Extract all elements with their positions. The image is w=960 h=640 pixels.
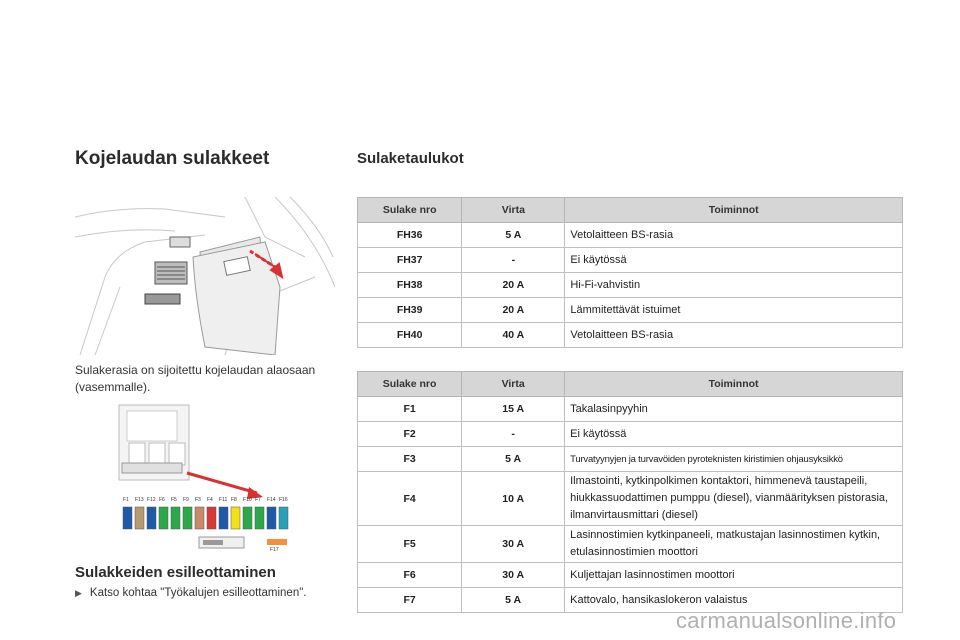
table-row: [358, 447, 903, 472]
col-header-current: Virta: [462, 198, 565, 223]
current-cell: 5 A: [462, 447, 565, 472]
fuse-table-f: [357, 371, 903, 613]
tables-heading: Sulaketaulukot: [357, 150, 464, 167]
current-cell: -: [462, 248, 565, 273]
current-cell: 20 A: [462, 298, 565, 323]
fuse-label-f6: F6: [159, 497, 165, 503]
fuse-box-diagram: [117, 403, 297, 553]
fuse-label-f5: F5: [171, 497, 177, 503]
fuse-label-f13: F13: [135, 497, 144, 503]
current-cell: 30 A: [462, 526, 565, 563]
fuse-label-f10: F10: [243, 497, 252, 503]
fuse-label-f11: F11: [219, 497, 228, 503]
function-cell: Ilmastointi, kytkinpolkimen kontaktori, himmenevä taustapeili, hiukkassuodattimen pumppu (diesel), vianmääritykse​n pistorasia, ilmanvirtausmittari (diesel): [565, 472, 903, 526]
table-row: [358, 526, 903, 563]
fuse-f9: [183, 507, 192, 529]
dashboard-illustration: [75, 197, 335, 355]
fuse-label-f1: F1: [123, 497, 129, 503]
fuse-removal-text: Katso kohtaa "Työkalujen esilleottaminen".: [89, 587, 307, 599]
fuse-label-f8: F8: [231, 497, 237, 503]
fuse-f4: [207, 507, 216, 529]
fuse-removal-note: [75, 587, 307, 599]
current-cell: 10 A: [462, 472, 565, 526]
function-cell: Lämmitettävät istuimet: [565, 298, 903, 323]
fuse-f12: [147, 507, 156, 529]
fuse-f11: [219, 507, 228, 529]
fuse-cell: FH36: [358, 223, 462, 248]
fuse-cell: FH39: [358, 298, 462, 323]
table-row: [358, 472, 903, 526]
col-header-fuse: Sulake nro: [358, 198, 462, 223]
function-cell: Kuljettajan lasinnostimen moottori: [565, 563, 903, 588]
function-cell: Ei käytössä: [565, 422, 903, 447]
fuse-label-f9: F9: [183, 497, 189, 503]
fuse-f16: [279, 507, 288, 529]
fuse-cell: F6: [358, 563, 462, 588]
fuse-label-f3: F3: [195, 497, 201, 503]
function-cell: Takalasinpyyhin: [565, 397, 903, 422]
fuse-cell: F2: [358, 422, 462, 447]
table-row: [358, 273, 903, 298]
fuse-cell: F4: [358, 472, 462, 526]
fuse-cell: F7: [358, 588, 462, 613]
function-cell: Ei käytössä: [565, 248, 903, 273]
function-cell: Kattovalo, hansikaslokeron valaistus: [565, 588, 903, 613]
page-title: Kojelaudan sulakkeet: [75, 148, 270, 169]
current-cell: 30 A: [462, 563, 565, 588]
fuse-f10: [243, 507, 252, 529]
fusebox-location-caption: Sulakerasia on sijoitettu kojelaudan alaosaan (vasemmalle).: [75, 363, 316, 394]
fuse-label-f4: F4: [207, 497, 213, 503]
col-header-current: Virta: [462, 372, 565, 397]
fuse-removal-heading: Sulakkeiden esilleottaminen: [75, 564, 276, 581]
current-cell: 40 A: [462, 323, 565, 348]
arrow-icon: ▶: [75, 588, 82, 598]
function-cell: Vetolaitteen BS-rasia: [565, 323, 903, 348]
function-cell: Vetolaitteen BS-rasia: [565, 223, 903, 248]
fuse-table-fh: [357, 197, 903, 348]
fuse-f6: [159, 507, 168, 529]
table-row: [358, 248, 903, 273]
current-cell: 5 A: [462, 223, 565, 248]
fuse-label-f16: F16: [279, 497, 288, 503]
fuse-f14: [267, 507, 276, 529]
col-header-function: Toiminnot: [565, 372, 903, 397]
fuse-cell: F5: [358, 526, 462, 563]
fuse-f3: [195, 507, 204, 529]
table-row: [358, 563, 903, 588]
current-cell: -: [462, 422, 565, 447]
table-row: [358, 397, 903, 422]
fuse-cell: FH38: [358, 273, 462, 298]
fuse-label-f7: F7: [255, 497, 261, 503]
current-cell: 5 A: [462, 588, 565, 613]
fuse-f17-label: F17: [270, 547, 279, 553]
col-header-function: Toiminnot: [565, 198, 903, 223]
table-row: [358, 223, 903, 248]
fuse-f8: [231, 507, 240, 529]
fuse-cell: F3: [358, 447, 462, 472]
fuse-f13: [135, 507, 144, 529]
table-row: [358, 323, 903, 348]
table-row: [358, 298, 903, 323]
fuse-f5: [171, 507, 180, 529]
col-header-fuse: Sulake nro: [358, 372, 462, 397]
function-cell: Lasinnostimien kytkinpaneeli, matkustajan lasinnostimen kytkin, etulasinnostimien moottori: [565, 526, 903, 563]
fuse-cell: FH37: [358, 248, 462, 273]
fuse-f1: [123, 507, 132, 529]
function-cell: Turvatyynyjen ja turvavöiden pyroteknisten kiristimien ohjausyksikkö: [565, 447, 903, 472]
fuse-cell: FH40: [358, 323, 462, 348]
fuse-label-f12: F12: [147, 497, 156, 503]
current-cell: 15 A: [462, 397, 565, 422]
fuse-label-f14: F14: [267, 497, 276, 503]
fuse-cell: F1: [358, 397, 462, 422]
watermark: carmanualsonline.info: [676, 608, 897, 633]
table-row: [358, 422, 903, 447]
fuse-f7: [255, 507, 264, 529]
function-cell: Hi-Fi-vahvistin: [565, 273, 903, 298]
current-cell: 20 A: [462, 273, 565, 298]
